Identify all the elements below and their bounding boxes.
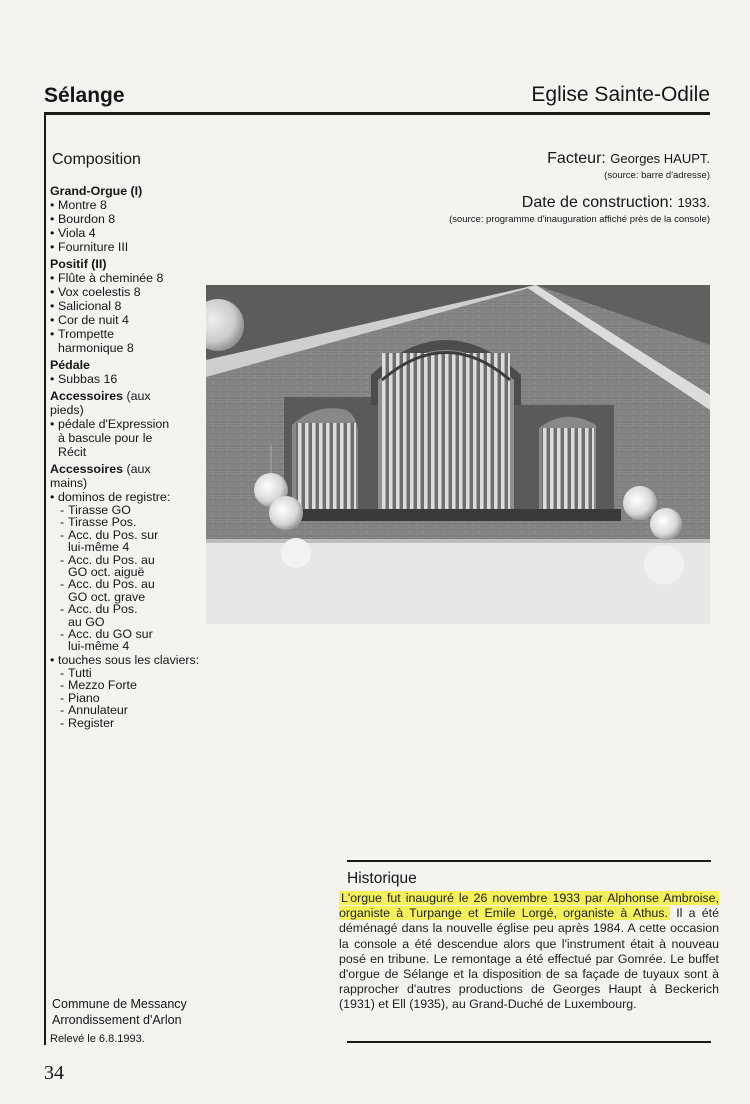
stop-item: • Montre 8 xyxy=(50,198,225,212)
division-heading-note: (aux mains) xyxy=(50,462,151,490)
stop-item: • Trompette harmonique 8 xyxy=(50,327,168,355)
historique-bottom-rule xyxy=(347,1041,711,1043)
historique-body: Il a été déménagé dans la nouvelle église peu après 1984. A cette occasion la console a été descendue alors que l'instrument était à nouveau posé en tribune. Le remontage a été effectué par Gomrée. Le buffet d'orgue de Sélange et la disposition de sa façade de tuyaux sont à rapprocher d'autres productions de Georges Haupt à Beckerich (1931) et Ell (1935), au Grand-Duché de Luxembourg. xyxy=(339,906,719,1012)
builder-info xyxy=(547,150,710,181)
composition-title: Composition xyxy=(52,151,141,168)
builder-source: (source: barre d'adresse) xyxy=(604,170,710,181)
stop-item: • Fourniture III xyxy=(50,240,225,254)
builder-label: Facteur: xyxy=(547,150,606,167)
page-number: 34 xyxy=(44,1062,64,1084)
accessory-sub-item: - Acc. du Pos. sur lui-même 4 xyxy=(50,529,168,554)
accessory-sub-item: - Piano xyxy=(50,692,225,704)
commune-info xyxy=(52,996,187,1028)
church-title: Eglise Sainte-Odile xyxy=(531,83,710,106)
accessory-sub-item: - Mezzo Forte xyxy=(50,679,225,691)
historique-highlight xyxy=(339,891,719,920)
accessory-sub-item: - Acc. du GO sur lui-même 4 xyxy=(50,628,168,653)
accessory-sub-item: - Tirasse Pos. xyxy=(50,516,225,528)
accessory-sub-item: - Acc. du Pos. au GO xyxy=(50,603,148,628)
construction-source: (source: programme d'inauguration affiché près de la console) xyxy=(449,214,710,225)
historique-part: , organiste à Turpange et xyxy=(339,891,719,921)
stop-item: • Flûte à cheminée 8 xyxy=(50,271,225,285)
stop-item: • Salicional 8 xyxy=(50,299,225,313)
left-margin-rule xyxy=(44,115,46,1045)
division-heading: Pédale xyxy=(50,358,90,372)
division-heading-name: Accessoires xyxy=(50,389,124,403)
commune-name: Commune de Messancy xyxy=(52,997,187,1011)
division-heading xyxy=(50,462,170,490)
historique-text xyxy=(339,891,719,1013)
accessory-sub-item: - Acc. du Pos. au GO oct. grave xyxy=(50,578,168,603)
division-heading-name: Accessoires xyxy=(50,462,124,476)
division-heading-note: (aux pieds) xyxy=(50,389,151,417)
historique-part: , organiste à Athus. xyxy=(553,906,668,921)
stop-item: • Cor de nuit 4 xyxy=(50,313,225,327)
accessory-sub-item: - Tirasse GO xyxy=(50,504,225,516)
division-heading: Positif (II) xyxy=(50,257,107,271)
stop-item: • Vox coelestis 8 xyxy=(50,285,225,299)
survey-date: Relevé le 6.8.1993. xyxy=(50,1033,145,1045)
arrondissement-name: Arrondissement d'Arlon xyxy=(52,1013,182,1027)
historique-top-rule xyxy=(347,860,711,862)
division-heading: Grand-Orgue (I) xyxy=(50,184,143,198)
builder-value: Georges HAUPT. xyxy=(610,151,710,166)
accessory-group-label: • touches sous les claviers: xyxy=(50,653,225,667)
division-heading xyxy=(50,389,170,417)
construction-value: 1933. xyxy=(677,195,710,210)
historique-name: Alphonse Ambroise xyxy=(607,891,716,905)
historique-name: Emile Lorgé xyxy=(484,906,554,921)
historique-part: L'orgue fut inauguré le 26 novembre 1933 par xyxy=(341,891,603,905)
organ-photo xyxy=(206,285,710,624)
stop-item: • Bourdon 8 xyxy=(50,212,225,226)
accessory-sub-item: - Register xyxy=(50,717,225,729)
header-rule xyxy=(44,112,710,115)
accessory-group-label: • dominos de registre: xyxy=(50,490,225,504)
accessory-sub-item: - Acc. du Pos. au GO oct. aiguë xyxy=(50,554,168,579)
division-pedale xyxy=(50,358,225,386)
stop-item: • Viola 4 xyxy=(50,226,225,240)
division-accessoires-pieds xyxy=(50,389,170,459)
accessory-sub-item: - Annulateur xyxy=(50,704,225,716)
accessory-item: • pédale d'Expression à bascule pour le Récit xyxy=(50,417,170,459)
construction-info xyxy=(449,194,710,225)
historique-title: Historique xyxy=(347,870,417,887)
stop-item: • Subbas 16 xyxy=(50,372,225,386)
division-positif xyxy=(50,257,225,355)
locality-title: Sélange xyxy=(44,84,125,107)
construction-label: Date de construction: xyxy=(521,194,673,211)
accessory-sub-item: - Tutti xyxy=(50,667,225,679)
division-accessoires-mains xyxy=(50,462,225,729)
division-grand-orgue xyxy=(50,184,225,254)
composition-list xyxy=(50,184,225,729)
